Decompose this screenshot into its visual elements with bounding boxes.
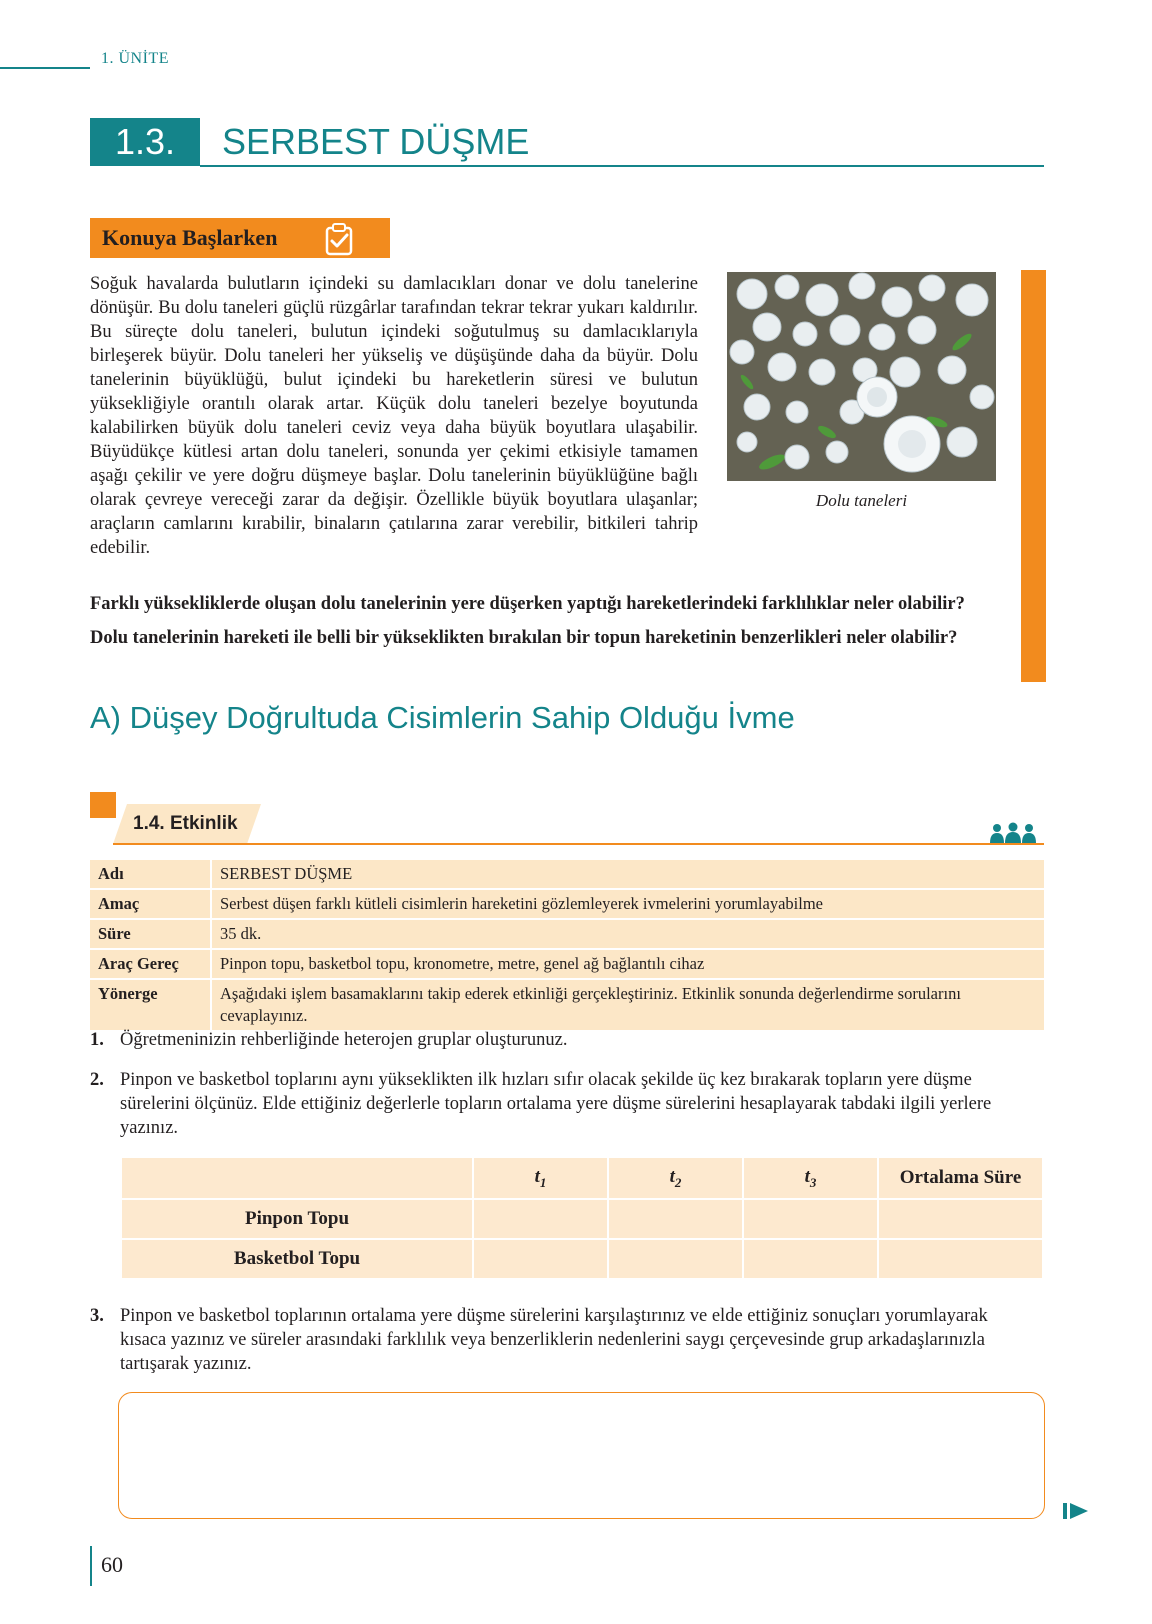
input-cell[interactable] <box>879 1200 1042 1238</box>
step-2 <box>90 1068 1025 1140</box>
info-value: 35 dk. <box>210 920 1044 948</box>
step-number: 2. <box>90 1070 104 1090</box>
intro-paragraph: Soğuk havalarda bulutların içindeki su damlacıkları donar ve dolu tanelerine dönüşür. Bu dolu taneleri güçlü rüzgârlar tarafından tekrar tekrar yukarı kaldırılır. Bu süreçte dolu taneleri, bulutun içindeki soğutulmuş su damlacıklarıyla birleşerek büyür. Dolu taneleri her yükseliş ve düşüşünde daha da büyür. Dolu tanelerinin büyüklüğü, bulut içindeki bu hareketlerin süresi ve bulutun yüksekliğiyle orantılı olarak artar. Küçük dolu taneleri bezelye boyutunda kalabilirken büyük dolu taneleri ceviz veya daha büyük boyutlara ulaşabilir. Büyüdükçe kütlesi artan dolu taneleri, sonunda yer çekimi etkisiyle tamamen aşağı çekilir ve yere doğru düşmeye başlar. Dolu tanelerinin büyüklüğüne bağlı olarak çevreye vereceği zarar da değişir. Özellikle büyük boyutlara ulaşanlar; araçların camlarını kırabilir, binaların çatılarına zarar verebilir, bitkileri tahrip edebilir. <box>90 274 698 558</box>
step-1 <box>90 1028 1025 1052</box>
info-value: Serbest düşen farklı kütleli cisimlerin hareketini gözlemleyerek ivmelerini yorumlayabilme <box>210 890 1044 918</box>
input-cell[interactable] <box>879 1240 1042 1278</box>
page-number: 60 <box>101 1552 123 1577</box>
info-key: Adı <box>90 860 210 888</box>
side-accent-bar <box>1021 270 1046 682</box>
page-number-rule <box>90 1546 92 1586</box>
info-value: SERBEST DÜŞME <box>210 860 1044 888</box>
step-text: Öğretmeninizin rehberliğinde heterojen gruplar oluşturunuz. <box>120 1030 568 1050</box>
table-row <box>122 1240 1042 1278</box>
activity-corner-mark <box>90 792 116 818</box>
info-value: Aşağıdaki işlem basamaklarını takip ederek etkinliği gerçekleştiriniz. Etkinlik sonunda değerlendirme sorularını cevaplayınız. <box>210 980 1044 1030</box>
question-1: Farklı yüksekliklerde oluşan dolu tanelerinin yere düşerken yaptığı hareketlerindeki farklılıklar neler olabilir? <box>90 594 965 614</box>
column-header-t2: $t_2$ <box>609 1158 742 1198</box>
step-number: 1. <box>90 1030 104 1050</box>
info-row <box>90 980 1044 1030</box>
info-row <box>90 950 1044 978</box>
question-2: Dolu tanelerinin hareketi ile belli bir yükseklikten bırakılan bir topun hareketinin benzerlikleri neler olabilir? <box>90 628 958 648</box>
row-label-basketbol: Basketbol Topu <box>122 1240 472 1278</box>
input-cell[interactable] <box>609 1240 742 1278</box>
input-cell[interactable] <box>744 1200 877 1238</box>
column-header-t3: $t_3$ <box>744 1158 877 1198</box>
table-header-row <box>122 1158 1042 1198</box>
clipboard-check-icon <box>322 222 356 256</box>
unit-label: 1. ÜNİTE <box>101 50 169 67</box>
step-number: 3. <box>90 1306 104 1326</box>
section-underline <box>200 165 1044 167</box>
group-work-icon <box>989 822 1037 844</box>
konuya-baslarken-title: Konuya Başlarken <box>102 225 278 250</box>
activity-rule <box>113 843 1044 845</box>
info-row <box>90 920 1044 948</box>
row-label-pinpon: Pinpon Topu <box>122 1200 472 1238</box>
activity-info-table <box>90 858 1044 1032</box>
unit-rule <box>0 67 90 69</box>
input-cell[interactable] <box>474 1200 607 1238</box>
info-key: Amaç <box>90 890 210 918</box>
step-3 <box>90 1304 1025 1376</box>
info-row <box>90 860 1044 888</box>
table-corner-cell <box>122 1158 472 1198</box>
column-header-average: Ortalama Süre <box>879 1158 1042 1198</box>
step-text: Pinpon ve basketbol toplarını aynı yükseklikten ilk hızları sıfır olacak şekilde üç kez bırakarak topların yere düşme sürelerini ölçünüz. Elde ettiğiniz değerlerle topların ortalama yere düşme sürelerini hesaplayarak tabdaki ilgili yerlere yazınız. <box>120 1070 992 1138</box>
info-row <box>90 890 1044 918</box>
input-cell[interactable] <box>609 1200 742 1238</box>
step-text: Pinpon ve basketbol toplarının ortalama yere düşme sürelerini karşılaştırınız ve elde ettiğiniz sonuçları yorumlayarak kısaca yazınız ve süreler arasındaki farklılık veya benzerliklerin nedenlerini saygı çerçevesinde grup arkadaşlarınızla tartışarak yazınız. <box>120 1306 988 1374</box>
input-cell[interactable] <box>744 1240 877 1278</box>
next-page-icon <box>1063 1502 1089 1520</box>
info-key: Yönerge <box>90 980 210 1030</box>
section-number: 1.3. <box>90 118 200 166</box>
image-caption: Dolu taneleri <box>815 491 908 510</box>
info-key: Süre <box>90 920 210 948</box>
section-title: SERBEST DÜŞME <box>222 121 530 162</box>
table-row <box>122 1200 1042 1238</box>
info-key: Araç Gereç <box>90 950 210 978</box>
info-value: Pinpon topu, basketbol topu, kronometre, metre, genel ağ bağlantılı cihaz <box>210 950 1044 978</box>
activity-label: 1.4. Etkinlik <box>133 813 238 834</box>
subsection-title: A) Düşey Doğrultuda Cisimlerin Sahip Olduğu İvme <box>90 700 795 735</box>
hailstones-photo <box>727 272 996 481</box>
column-header-t1: $t_1$ <box>474 1158 607 1198</box>
input-cell[interactable] <box>474 1240 607 1278</box>
answer-box[interactable] <box>118 1392 1045 1519</box>
fall-time-table <box>120 1156 1044 1280</box>
